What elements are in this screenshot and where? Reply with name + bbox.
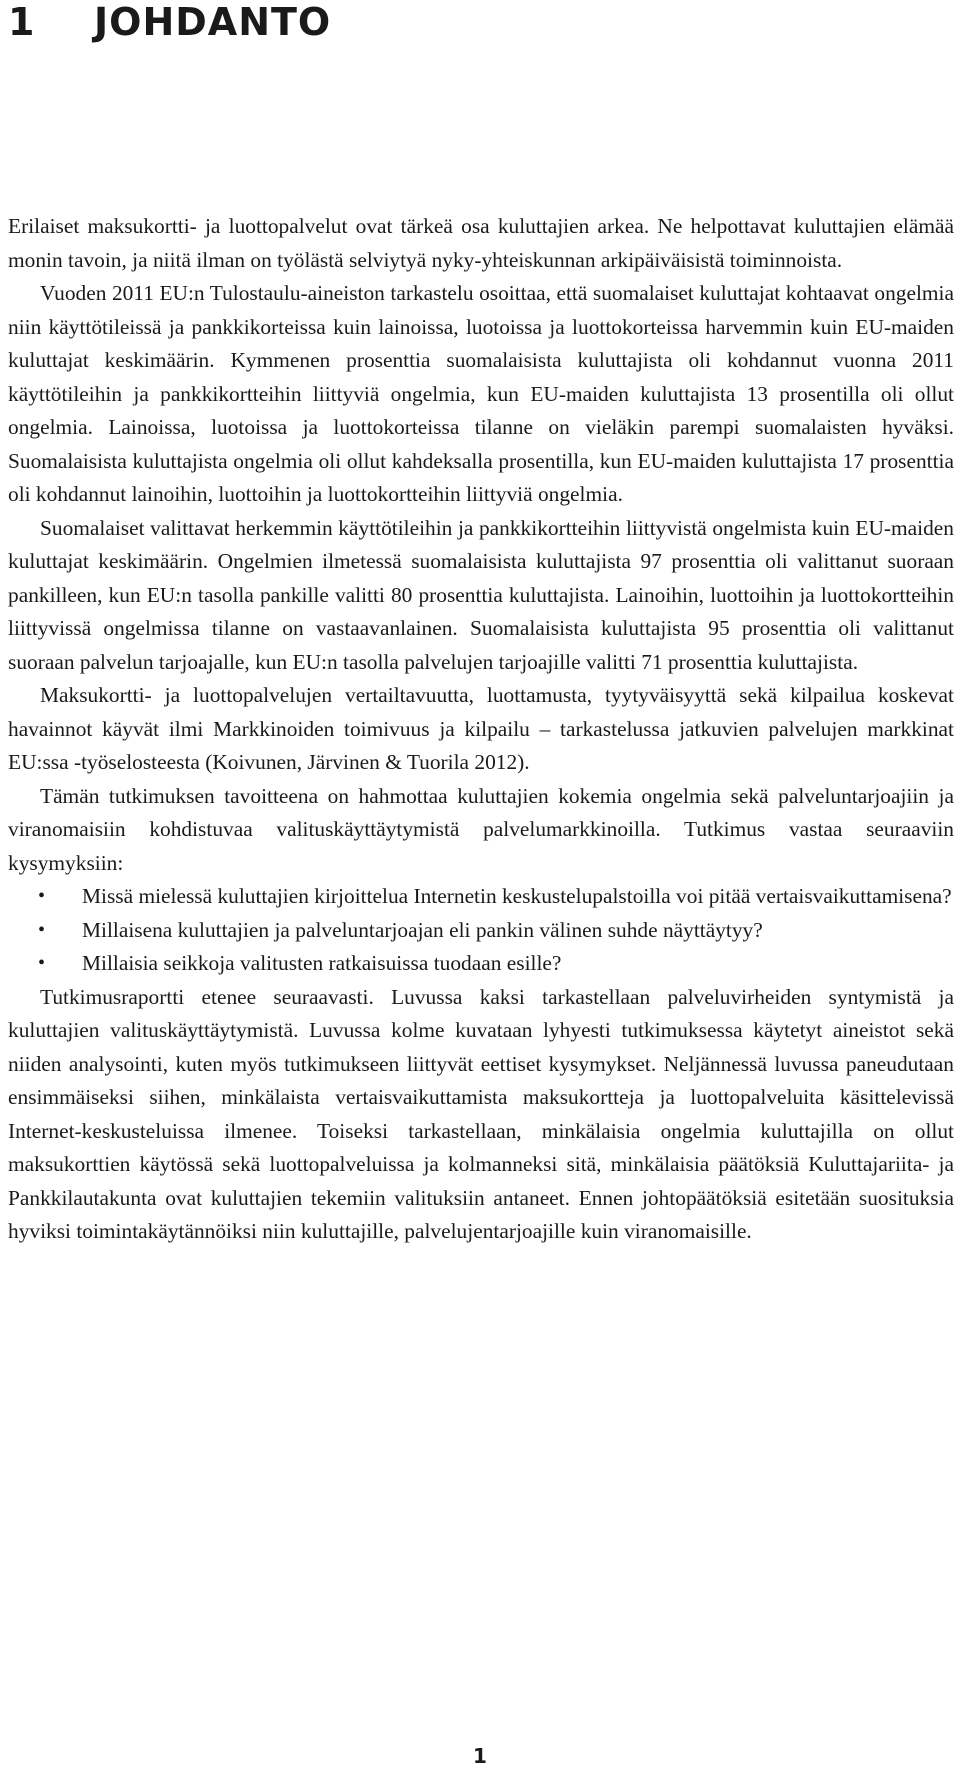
chapter-title: JOHDANTO [94, 0, 332, 44]
paragraph-aim: Tämän tutkimuksen tavoitteena on hahmottaa kuluttajien kokemia ongelmia sekä palveluntarjoajiin ja viranomaisiin kohdistuvaa valituskäyttäytymistä palvelumarkkinoilla. Tutkimus vastaa seuraaviin kysymyksiin: [8, 783, 954, 875]
paragraph-scoreboard: Vuoden 2011 EU:n Tulostaulu-aineiston tarkastelu osoittaa, että suomalaiset kuluttajat kohtaavat ongelmia niin käyttötileissä ja pankkikorteissa kuin lainoissa, luotoissa ja luottokorteissa harvemmin kuin EU-maiden kuluttajat keskimäärin. Kymmenen prosenttia suomalaisista kuluttajista oli kohdannut vuonna 2011 käyttötileihin ja pankkikortteihin liittyviä ongelmia, kun EU-maiden kuluttajista 13 prosentilla oli ollut ongelmia. Lainoissa, luotoissa ja luottokorteissa tilanne on vieläkin parempi suomalaisten hyväksi. Suomalaisista kuluttajista ongelmia oli ollut kahdeksalla prosentilla, kun EU-maiden kuluttajista 17 prosenttia oli kohdannut lainoihin, luottoihin ja luottokortteihin liittyviä ongelmia. [8, 281, 954, 506]
question-text: Millaisena kuluttajien ja palveluntarjoajan eli pankin välinen suhde näyttäytyy? [82, 917, 763, 942]
chapter-heading [8, 0, 331, 44]
bullet-icon: • [38, 885, 46, 907]
paragraph-structure: Tutkimusraportti etenee seuraavasti. Luvussa kaksi tarkastellaan palveluvirheiden syntymistä ja kuluttajien valituskäyttäytymistä. Luvussa kolme kuvataan lyhyesti tutkimuksessa käytetyt aineistot sekä niiden analysointi, kuten myös tutkimukseen liittyvät eettiset kysymykset. Neljännessä luvussa paneudutaan ensimmäiseksi siihen, minkälaista vertaisvaikuttamista maksukortteja ja luottopalveluita käsittelevissä Internet-keskusteluissa ilmenee. Toiseksi tarkastellaan, minkälaisia ongelmia kuluttajilla on ollut maksukorttien käytössä sekä luottopalveluissa ja kolmanneksi sitä, minkälaisia päätöksiä Kuluttajariita- ja Pankkilautakunta ovat kuluttajien tekemiin valituksiin antaneet. Ennen johtopäätöksiä esitetään suosituksia hyviksi toimintakäytännöiksi niin kuluttajille, palvelujentarjoajille kuin viranomaisille. [8, 984, 954, 1243]
list-item [8, 914, 954, 948]
question-text: Missä mielessä kuluttajien kirjoittelua Internetin keskustelupalstoilla voi pitää vertaisvaikuttamisena? [82, 884, 952, 908]
list-item [8, 880, 954, 914]
page-number: 1 [473, 1744, 487, 1768]
chapter-number: 1 [8, 0, 36, 44]
paragraph-comparability: Maksukortti- ja luottopalvelujen vertailtavuutta, luottamusta, tyytyväisyyttä sekä kilpailua koskevat havainnot käyvät ilmi Markkinoiden toimivuus ja kilpailu – tarkastelussa jatkuvien palvelujen markkinat EU:ssa -työselosteesta (Koivunen, Järvinen & Tuorila 2012). [8, 683, 954, 774]
bullet-icon: • [38, 952, 46, 974]
bullet-icon: • [38, 918, 46, 941]
research-questions-list [8, 880, 954, 981]
question-text: Millaisia seikkoja valitusten ratkaisuissa tuodaan esille? [82, 951, 562, 975]
list-item [8, 947, 954, 981]
paragraph-intro: Erilaiset maksukortti- ja luottopalvelut ovat tärkeä osa kuluttajien arkea. Ne helpottavat kuluttajien elämää monin tavoin, ja niitä ilman on työlästä selviytyä nyky-yhteiskunnan arkipäiväisistä toiminnoista. [8, 214, 954, 272]
paragraph-complaints: Suomalaiset valittavat herkemmin käyttötileihin ja pankkikortteihin liittyvistä ongelmista kuin EU-maiden kuluttajat keskimäärin. Ongelmien ilmetessä suomalaisista kuluttajista 97 prosenttia oli valittanut suoraan pankilleen, kun EU:n tasolla pankille valitti 80 prosenttia kuluttajista. Lainoihin, luottoihin ja luottokortteihin liittyvissä ongelmissa tilanne on vastaavanlainen. Suomalaisista kuluttajista 95 prosenttia oli valittanut suoraan palvelun tarjoajalle, kun EU:n tasolla palvelujen tarjoajille valitti 71 prosenttia kuluttajista. [8, 515, 954, 674]
body-text [8, 210, 954, 1249]
